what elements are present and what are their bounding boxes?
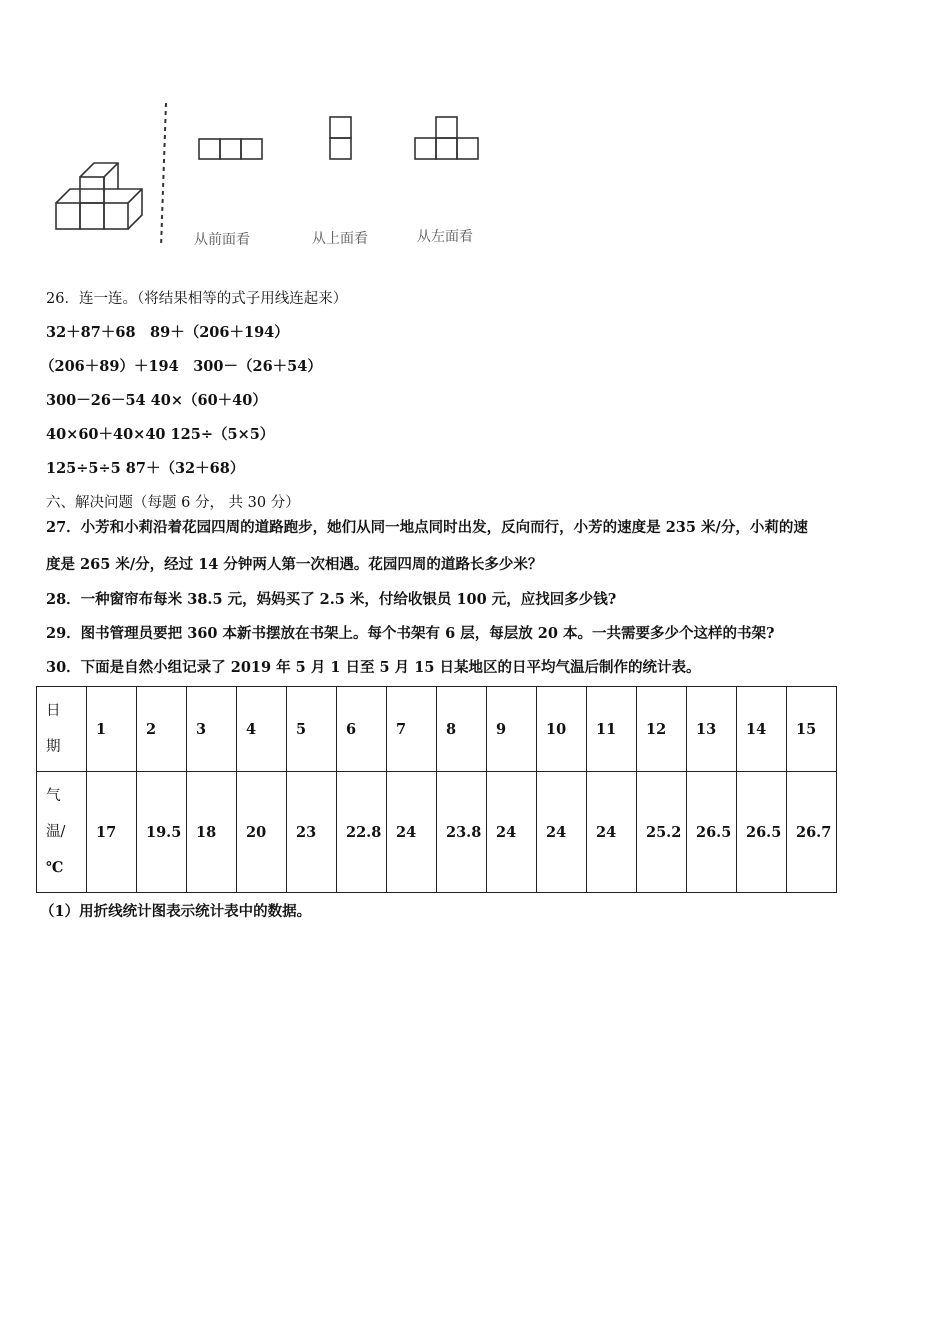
cube-depth-edges [56,189,142,229]
dashed-divider [161,103,166,247]
temp-cell: 19.5 [137,772,187,893]
q26-row-3: 300－26－54 40×（60＋40） [46,392,267,409]
date-cell: 13 [687,687,737,772]
temp-cell: 18 [187,772,237,893]
front-view-square [241,139,262,159]
date-cell: 10 [537,687,587,772]
front-view-square [220,139,241,159]
temp-cell: 26.5 [737,772,787,893]
left-view-square [457,138,478,159]
date-row [37,687,837,772]
q26-row-1: 32＋87＋68 89＋（206＋194） [46,324,289,341]
temperature-header [37,772,87,893]
cube-front-face [56,203,80,229]
left-view-square [415,138,436,159]
top-view-square [330,138,351,159]
front-view-label: 从前面看 [194,232,250,248]
date-cell: 8 [437,687,487,772]
date-header [37,687,87,772]
q27-line-2: 度是 265 米/分，经过 14 分钟两人第一次相遇。花园四周的道路长多少米？ [46,556,543,573]
q30: 30．下面是自然小组记录了 2019 年 5 月 1 日至 5 月 15 日某地区的日平均气温后制作的统计表。 [46,659,701,676]
date-cell: 5 [287,687,337,772]
date-cell: 4 [237,687,287,772]
temperature-table [36,686,837,893]
q26-row-2: （206＋89）＋194 300－（26＋54） [40,358,322,375]
front-view-square [199,139,220,159]
q26-row-5: 125÷5÷5 87＋（32＋68） [46,460,245,477]
temp-cell: 23 [287,772,337,893]
date-cell: 12 [637,687,687,772]
temp-cell: 17 [87,772,137,893]
header-char: 日 [46,703,61,719]
date-cell: 14 [737,687,787,772]
date-cell: 9 [487,687,537,772]
temp-cell: 22.8 [337,772,387,893]
three-view-figure [50,95,510,260]
q28: 28．一种窗帘布每米 38.5 元，妈妈买了 2.5 米，付给收银员 100 元，应找回多少钱? [46,591,617,608]
temp-cell: 24 [387,772,437,893]
temperature-row [37,772,837,893]
cube-front-face [104,203,128,229]
cube-top-front [80,177,104,203]
date-cell: 3 [187,687,237,772]
q26-row-4: 40×60＋40×40 125÷（5×5） [46,426,275,443]
date-cell: 15 [787,687,837,772]
top-view-square [330,117,351,138]
temp-cell: 24 [537,772,587,893]
temp-cell: 23.8 [437,772,487,893]
header-char: 期 [46,739,61,755]
header-char: 气 [46,788,61,804]
q30-sub-1: （1）用折线统计图表示统计表中的数据。 [40,903,312,920]
q29: 29．图书管理员要把 360 本新书摆放在书架上。每个书架有 6 层，每层放 20 本。一共需要多少个这样的书架? [46,625,775,642]
header-char: 温/ [46,824,66,840]
section-6-title: 六、解决问题（每题 6 分， 共 30 分） [46,495,300,511]
temp-cell: 20 [237,772,287,893]
top-view-label: 从上面看 [312,231,368,247]
left-view-square [436,117,457,138]
temp-cell: 24 [587,772,637,893]
date-cell: 1 [87,687,137,772]
temp-cell: 26.7 [787,772,837,893]
cube-front-face [80,203,104,229]
q26-title: 26．连一连。（将结果相等的式子用线连起来） [46,291,348,307]
left-view-square [436,138,457,159]
date-cell: 11 [587,687,637,772]
temp-cell: 25.2 [637,772,687,893]
temp-cell: 24 [487,772,537,893]
left-view-label: 从左面看 [417,229,473,245]
temp-cell: 26.5 [687,772,737,893]
header-unit: ℃ [46,859,64,876]
q27-line-1: 27．小芳和小莉沿着花园四周的道路跑步，她们从同一地点同时出发，反向而行，小芳的速度是 235 米/分，小莉的速 [46,519,808,536]
date-cell: 6 [337,687,387,772]
date-cell: 2 [137,687,187,772]
date-cell: 7 [387,687,437,772]
